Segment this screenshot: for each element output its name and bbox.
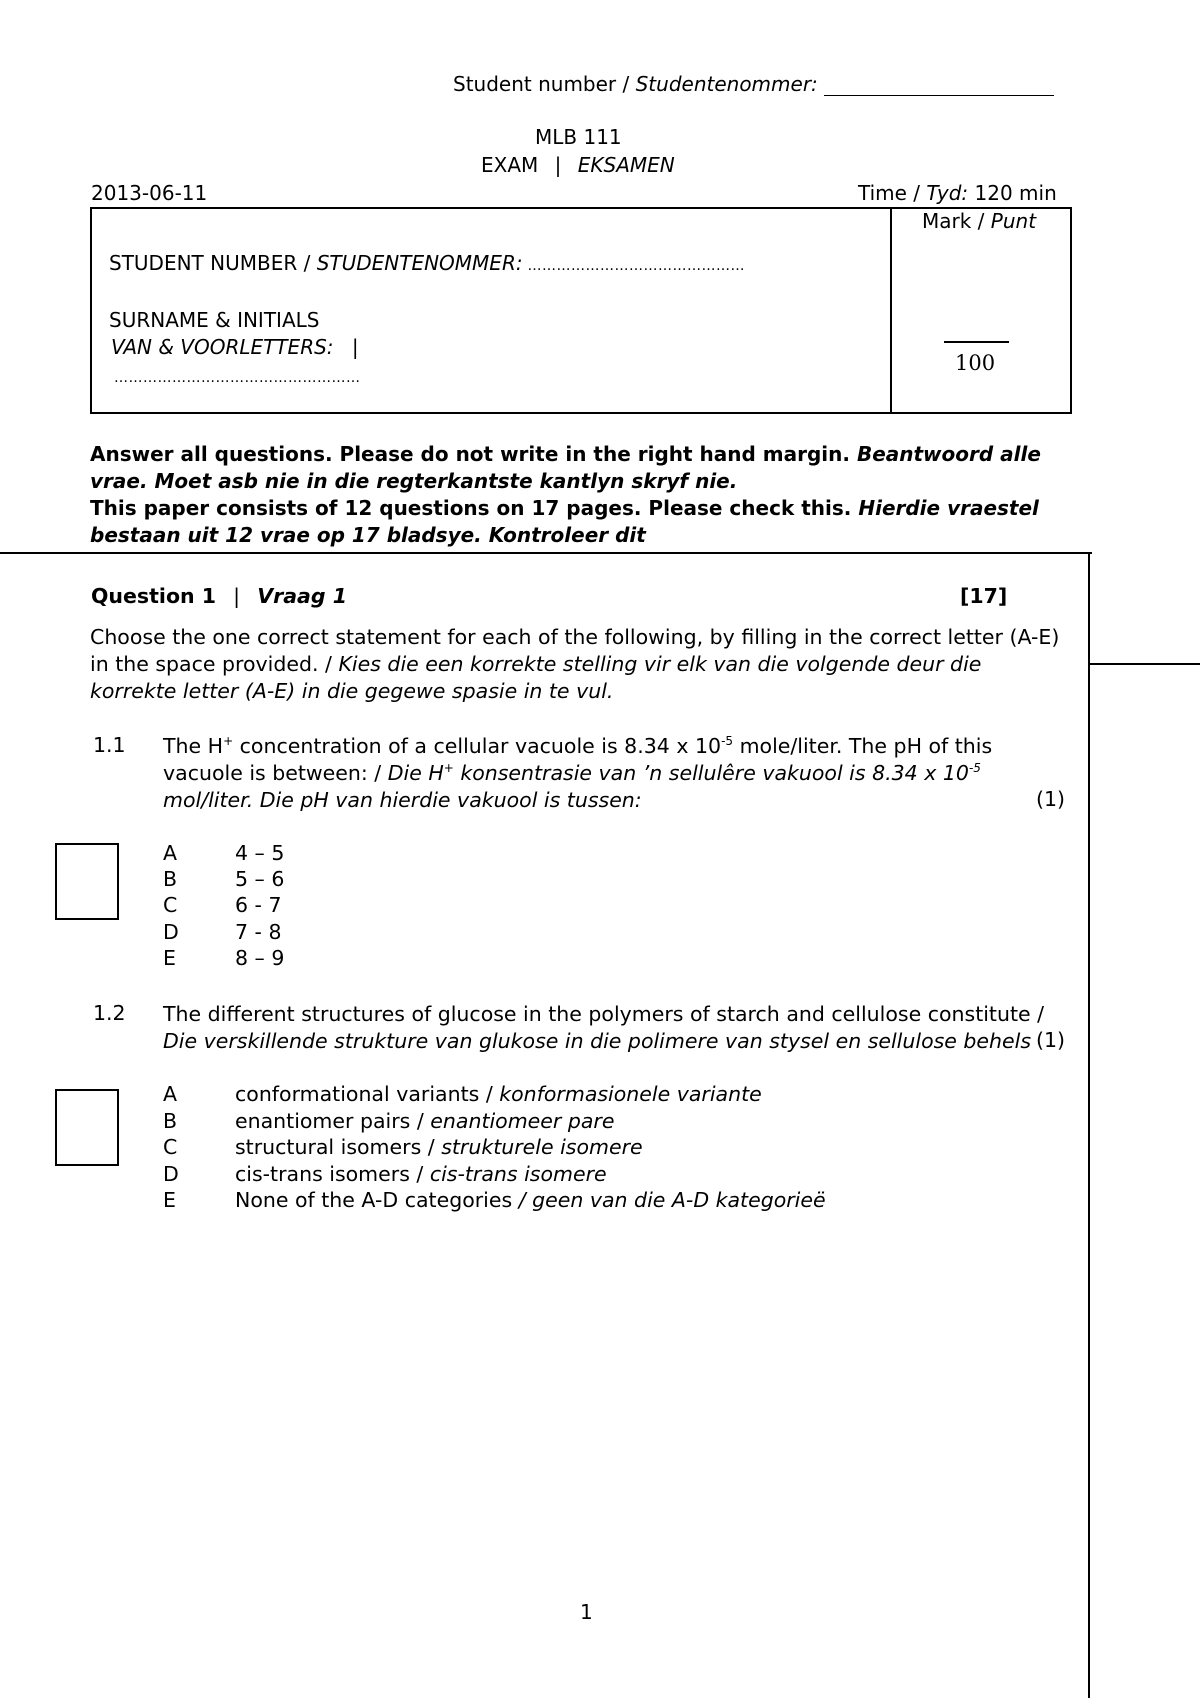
- option-text-italic: enantiomeer pare: [430, 1109, 615, 1133]
- question-1-intro: [90, 624, 1070, 705]
- student-number-label-italic: Studentenommer:: [635, 72, 818, 96]
- option-letter: C: [163, 893, 178, 917]
- student-number-box-label: STUDENT NUMBER /: [109, 251, 317, 275]
- option-row: [163, 946, 284, 970]
- question-1-separator: |: [233, 584, 241, 608]
- option-letter: A: [163, 841, 178, 865]
- option-text: cis-trans isomers /: [235, 1162, 430, 1186]
- time-label-italic: Tyd:: [926, 181, 969, 205]
- option-row: [163, 1082, 762, 1106]
- option-letter: E: [163, 1188, 176, 1212]
- option-letter: D: [163, 1162, 179, 1186]
- margin-mark-line: [1090, 663, 1200, 665]
- instructions-line1: Answer all questions. Please do not write in the right hand margin.: [90, 442, 857, 466]
- exam-date: 2013-06-11: [91, 181, 208, 205]
- question-1-1-number: 1.1: [93, 733, 126, 757]
- option-text-italic: strukturele isomere: [441, 1135, 643, 1159]
- mark-label-text: Mark /: [922, 209, 991, 233]
- question-1-label-italic: Vraag 1: [257, 584, 347, 608]
- option-text-italic: konformasionele variante: [499, 1082, 762, 1106]
- surname-label-italic: VAN & VOORLETTERS:: [111, 335, 334, 359]
- option-text: conformational variants /: [235, 1082, 500, 1106]
- option-text: 6 - 7: [235, 893, 282, 917]
- option-row: [163, 867, 284, 891]
- question-1-1-marks: (1): [1035, 787, 1065, 811]
- right-margin-line: [1088, 552, 1090, 1698]
- question-1-1-text: [163, 733, 1068, 814]
- mark-column-divider: [890, 209, 892, 412]
- option-text: 4 – 5: [235, 841, 285, 865]
- surname-field[interactable]: ……………………………………………: [114, 370, 361, 386]
- q12-italic: Die verskillende strukture van glukose in die polimere van stysel en sellulose behels: [163, 1029, 1032, 1053]
- option-text-italic: / geen van die A-D kategorieë: [518, 1188, 826, 1212]
- exam-label: EXAM: [481, 153, 539, 177]
- time-value: 120 min: [968, 181, 1057, 205]
- exam-label-italic: EKSAMEN: [577, 153, 675, 177]
- question-1-label: Question 1: [91, 584, 224, 608]
- option-row: [163, 920, 282, 944]
- exam-separator: |: [554, 153, 562, 177]
- mark-total: 100: [955, 351, 996, 375]
- option-text: enantiomer pairs /: [235, 1109, 431, 1133]
- q11-italic-sup-exp: -5: [968, 761, 981, 776]
- option-letter: E: [163, 946, 176, 970]
- page-divider: [0, 552, 1092, 554]
- student-number-header: [453, 72, 1054, 96]
- option-letter: B: [163, 1109, 178, 1133]
- option-row: [163, 893, 282, 917]
- question-1-intro-italic: Kies die een korrekte stelling vir elk van die volgende deur die korrekte letter (A-E) in die gegewe spasie in te vul.: [90, 652, 982, 703]
- mark-label-italic: Punt: [990, 209, 1037, 233]
- q12-text: The different structures of glucose in the polymers of starch and cellulose constitute /: [163, 1002, 1045, 1026]
- question-1-2-marks: (1): [1035, 1028, 1065, 1052]
- answer-box-1-2[interactable]: [55, 1089, 119, 1166]
- q11-italic-c: mol/liter. Die pH van hierdie vakuool is tussen:: [163, 788, 642, 812]
- option-text: 5 – 6: [235, 867, 285, 891]
- option-text: 8 – 9: [235, 946, 285, 970]
- answer-box-1-1[interactable]: [55, 843, 119, 920]
- option-letter: D: [163, 920, 179, 944]
- student-number-field[interactable]: [109, 251, 745, 275]
- question-1-intro-text: Choose the one correct statement for each of the following, by filling in the correct letter (A-E) in the space provided. /: [90, 625, 1060, 676]
- student-number-blank[interactable]: [824, 75, 1054, 96]
- option-row: [163, 841, 284, 865]
- mark-blank-line[interactable]: [944, 341, 1009, 343]
- question-1-2-text: [163, 1001, 1068, 1055]
- option-letter: B: [163, 867, 178, 891]
- q11-italic-a: Die H: [387, 761, 444, 785]
- student-info-box: [90, 207, 1072, 414]
- exam-time: [858, 181, 1057, 205]
- exam-title: [481, 153, 675, 177]
- time-label: Time /: [858, 181, 927, 205]
- instructions-line2-italic: Hierdie vraestel bestaan uit 12 vrae op 17 bladsye. Kontroleer dit: [90, 496, 1039, 547]
- q11-text-a: The H: [163, 734, 224, 758]
- option-text-italic: cis-trans isomere: [429, 1162, 607, 1186]
- student-number-box-label-italic: STUDENTENOMMER:: [316, 251, 523, 275]
- instructions-line1-italic: Beantwoord alle vrae. Moet asb nie in die regterkantste kantlyn skryf nie.: [90, 442, 1041, 493]
- text-cursor[interactable]: |: [351, 335, 359, 359]
- option-text: structural isomers /: [235, 1135, 442, 1159]
- option-row: [163, 1135, 643, 1159]
- surname-label-italic-row: [111, 335, 359, 359]
- option-row: [163, 1109, 614, 1133]
- student-number-label: Student number /: [453, 72, 636, 96]
- option-row: [163, 1162, 607, 1186]
- option-text: None of the A-D categories: [235, 1188, 519, 1212]
- question-1-2-number: 1.2: [93, 1001, 126, 1025]
- instructions: [90, 441, 1080, 549]
- q11-text-c: mole/liter. The pH of this vacuole is between: /: [163, 734, 993, 785]
- q11-text-b: concentration of a cellular vacuole is 8.34 x 10: [233, 734, 722, 758]
- page-number: 1: [580, 1600, 593, 1624]
- option-row: [163, 1188, 826, 1212]
- question-1-title: [91, 584, 347, 608]
- question-1-total: [17]: [960, 584, 1008, 608]
- course-code: MLB 111: [535, 125, 622, 149]
- q11-italic-b: konsentrasie van ’n sellulêre vakuool is 8.34 x 10: [453, 761, 969, 785]
- q11-sup-exp: -5: [721, 734, 734, 749]
- option-text: 7 - 8: [235, 920, 282, 944]
- mark-label: [922, 209, 1036, 233]
- student-number-dots: ………………………………………: [522, 258, 746, 274]
- q11-italic-sup-plus: +: [443, 761, 454, 776]
- q11-sup-plus: +: [223, 734, 234, 749]
- option-letter: C: [163, 1135, 178, 1159]
- surname-label: SURNAME & INITIALS: [109, 308, 320, 332]
- option-letter: A: [163, 1082, 178, 1106]
- instructions-line2: This paper consists of 12 questions on 17 pages. Please check this.: [90, 496, 859, 520]
